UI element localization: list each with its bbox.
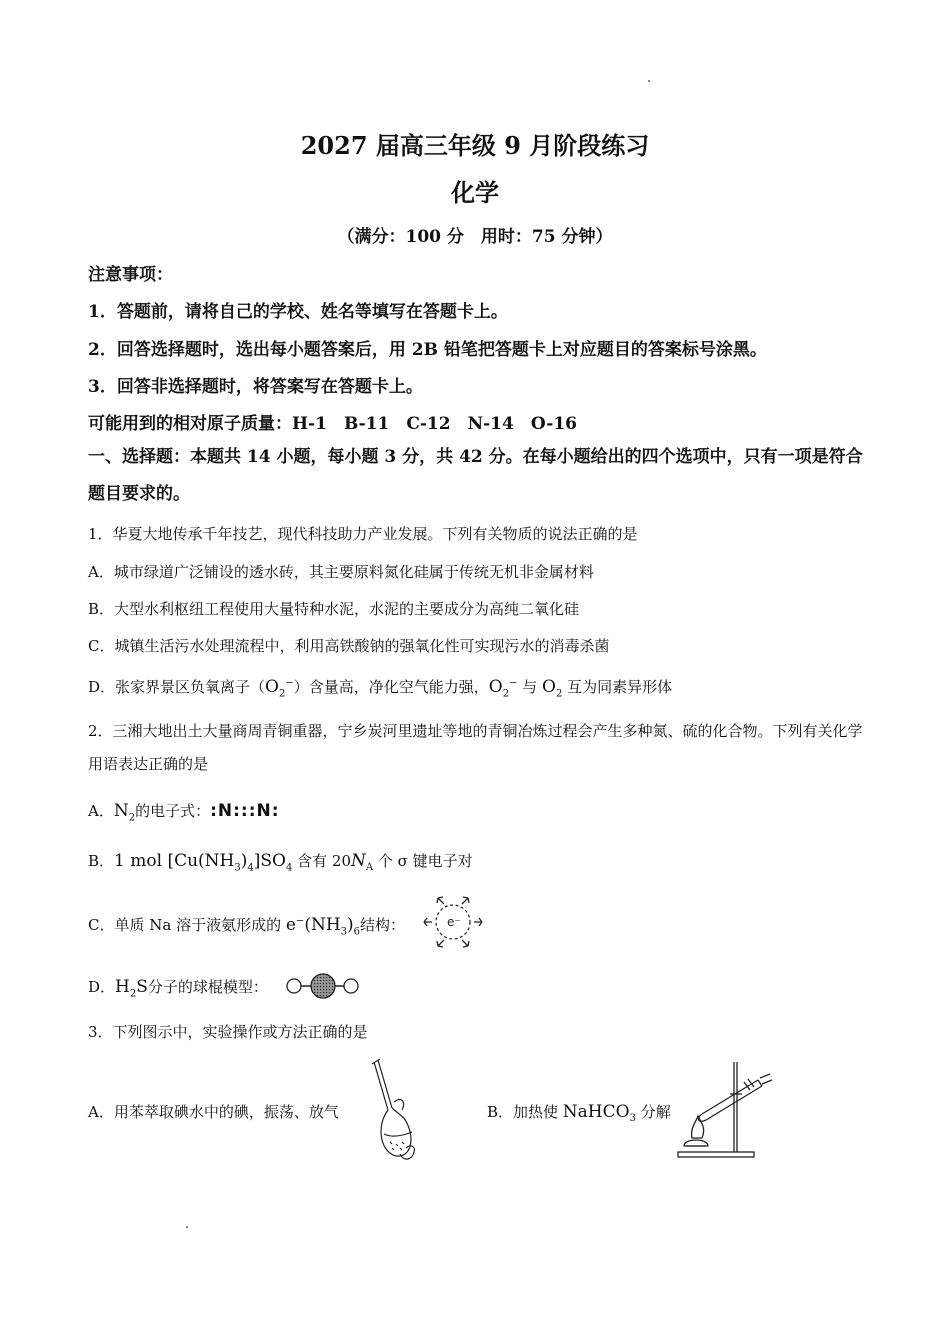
separatory-funnel-illustration <box>362 1058 422 1162</box>
chem-formula: $O_2^-$ <box>265 677 294 700</box>
option-b-suffix: 分解 <box>635 1103 671 1121</box>
question-1-option-c: C．城镇生活污水处理流程中，利用高铁酸钠的强氧化性可实现污水的消毒杀菌 <box>88 637 610 655</box>
chem-formula: $[Cu(NH_3)_4]SO_4$ <box>167 851 293 874</box>
option-d-mid: 与 <box>517 678 542 696</box>
scan-mark <box>648 80 650 82</box>
notes-item: 1．答题前，请将自己的学校、姓名等填写在答题卡上。 <box>88 302 508 322</box>
option-b-prefix: B． <box>88 852 115 870</box>
chem-formula-base: NaHCO <box>562 1102 630 1122</box>
chem-formula: $H_2S$ <box>115 977 148 1000</box>
chem-formula: $e^-(NH_3)_6$ <box>285 915 361 938</box>
exam-info: （满分：100 分 用时：75 分钟） <box>337 227 613 247</box>
question-3-option-b <box>487 1101 671 1124</box>
option-b-prefix: B．加热使 <box>487 1103 563 1121</box>
question-2-stem: 2．三湘大地出土大量商周青铜重器，宁乡炭河里遗址等地的青铜冶炼过程会产生多种氮、硫的化合物。下列有关化学用语表达正确的是 <box>88 722 863 773</box>
option-b-mid: 含有 20 <box>292 852 351 870</box>
question-1-option-d <box>88 676 672 699</box>
question-3-stem: 3．下列图示中，实验操作或方法正确的是 <box>88 1023 368 1041</box>
section-heading: 一、选择题：本题共 14 小题，每小题 3 分，共 42 分。在每小题给出的四个选项中，只有一项是符合题目要求的。 <box>88 447 863 504</box>
solvated-electron-diagram <box>420 892 486 952</box>
chem-formula: $O_2$ <box>542 677 563 700</box>
ball-stick-model <box>286 973 360 999</box>
option-d-suffix: 分子的球棍模型： <box>147 978 268 996</box>
scan-mark <box>186 1226 188 1228</box>
question-1-stem: 1．华夏大地传承千年技艺，现代科技助力产业发展。下列有关物质的说法正确的是 <box>88 525 638 543</box>
question-1-option-a: A．城市绿道广泛铺设的透水砖，其主要原料氮化硅属于传统无机非金属材料 <box>88 563 594 581</box>
avogadro-subscript: A <box>365 862 374 873</box>
option-c-suffix: 结构： <box>360 916 406 934</box>
notes-item: 3．回答非选择题时，将答案写在答题卡上。 <box>88 377 423 397</box>
option-b-suffix: 个 σ 键电子对 <box>373 852 473 870</box>
option-d-prefix: D．张家界景区负氧离子（ <box>88 678 266 696</box>
question-2-option-a <box>88 800 280 823</box>
lewis-structure: :N:::N: <box>210 801 280 821</box>
electron-label: e⁻ <box>447 915 461 929</box>
question-2-option-c <box>88 914 405 937</box>
question-2-option-b <box>88 850 473 873</box>
heating-apparatus-illustration <box>672 1056 776 1160</box>
avogadro-symbol: N <box>350 851 366 871</box>
subject-title: 化学 <box>451 178 499 207</box>
chem-formula: $O_2^-$ <box>488 677 518 700</box>
option-c-prefix: C．单质 Na 溶于液氨形成的 <box>88 916 286 934</box>
option-a-mid: 的电子式： <box>135 802 211 820</box>
notes-item: 2．回答选择题时，选出每小题答案后，用 2B 铅笔把答题卡上对应题目的答案标号涂黑。 <box>88 340 767 360</box>
question-1-option-b: B．大型水利枢纽工程使用大量特种水泥，水泥的主要成分为高纯二氧化硅 <box>88 600 580 618</box>
chem-formula: $N_2$ <box>113 801 136 824</box>
amount: 1 mol <box>114 851 168 871</box>
page-title: 2027 届高三年级 9 月阶段练习 <box>300 131 650 160</box>
option-d-prefix: D． <box>88 978 116 996</box>
option-d-suffix: 互为同素异形体 <box>562 678 673 696</box>
option-a-prefix: A． <box>88 802 114 820</box>
question-3-option-a: A．用苯萃取碘水中的碘，振荡、放气 <box>88 1103 339 1121</box>
question-2-option-d <box>88 976 268 999</box>
option-d-mid: ）含量高，净化空气能力强， <box>293 678 489 696</box>
atomic-masses: 可能用到的相对原子质量：H-1 B-11 C-12 N-14 O-16 <box>88 414 577 434</box>
chem-formula-subscript: 3 <box>629 1113 636 1124</box>
notes-heading: 注意事项： <box>88 265 173 285</box>
